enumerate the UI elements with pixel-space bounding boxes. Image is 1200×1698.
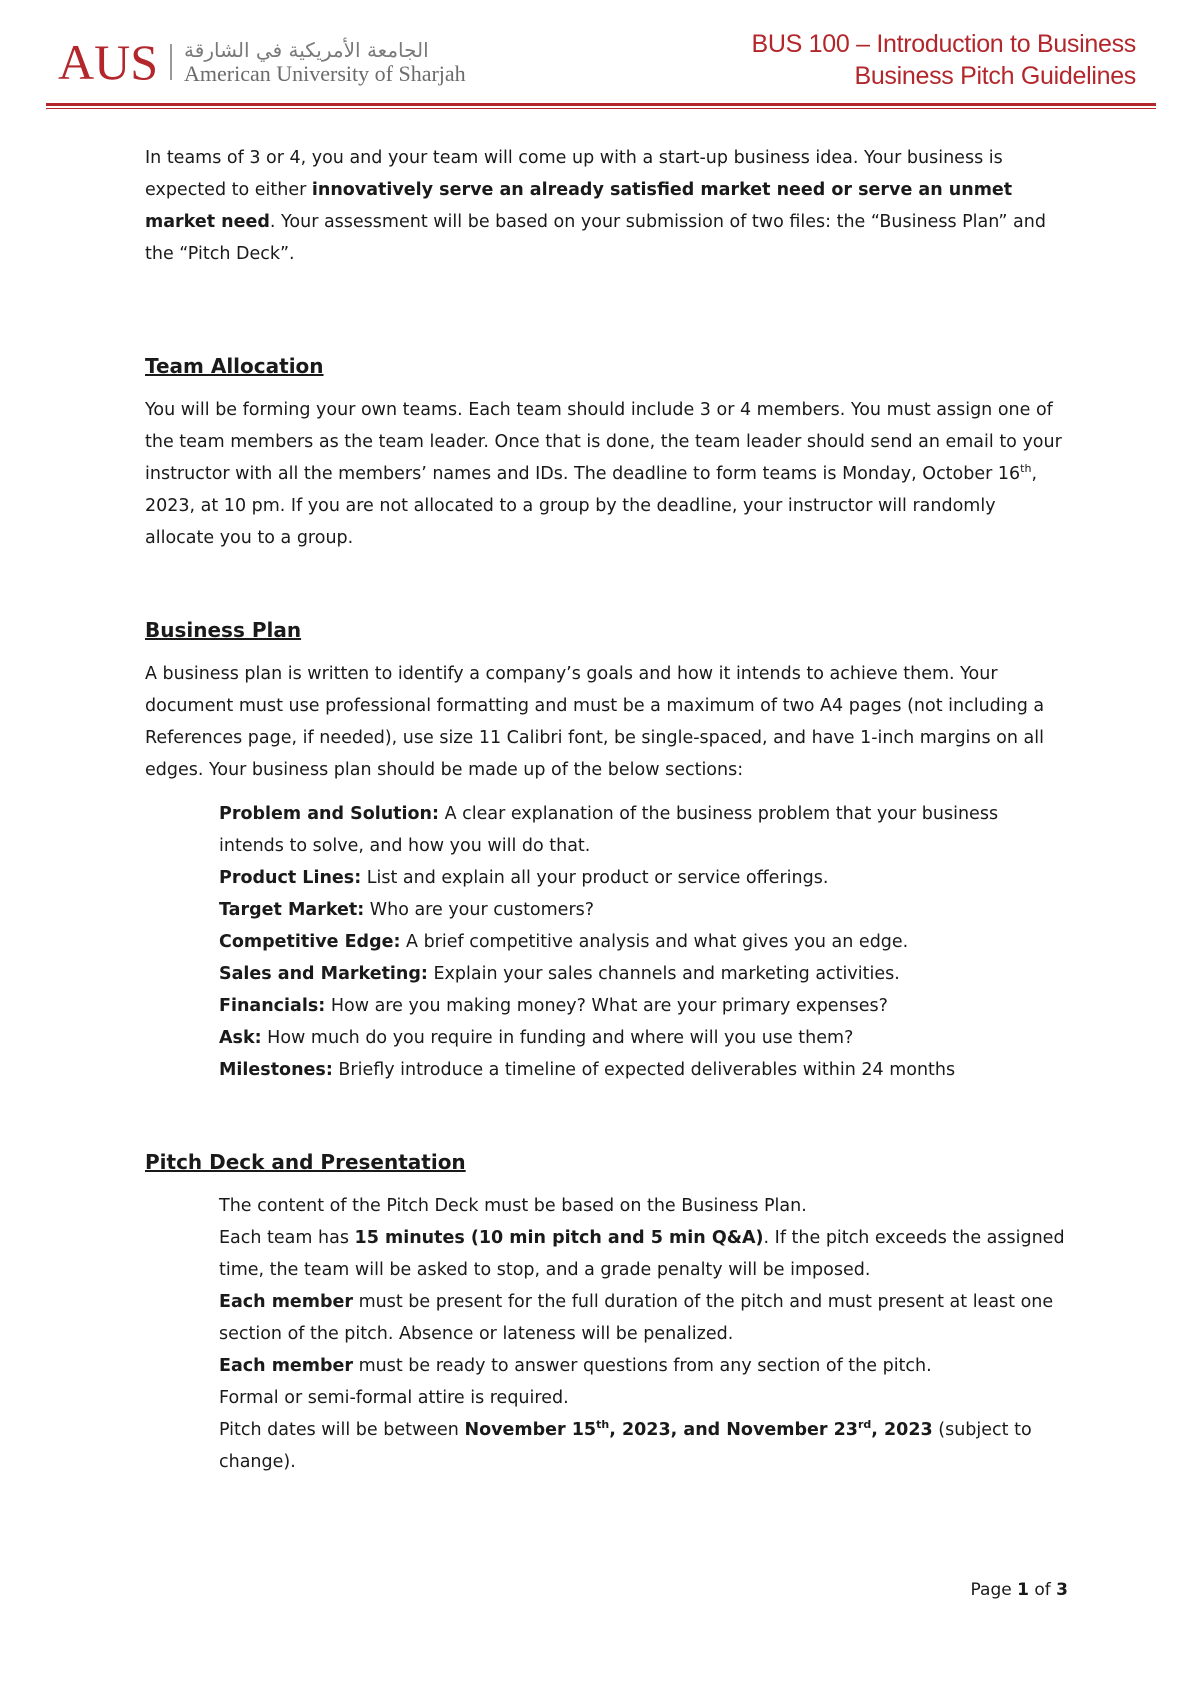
intro-text-end: . Your assessment will be based on your submission of two files: the “Business Plan” and the “Pitch Deck”. bbox=[145, 212, 1046, 264]
item-text: List and explain all your product or service offerings. bbox=[361, 868, 829, 888]
of-word: of bbox=[1034, 1580, 1051, 1600]
logo-text bbox=[184, 38, 466, 86]
item-label: Financials: bbox=[219, 996, 326, 1016]
item-text: Briefly introduce a timeline of expected deliverables within 24 months bbox=[332, 1060, 956, 1080]
superscript: th bbox=[1020, 462, 1032, 475]
team-allocation-paragraph bbox=[145, 394, 1065, 554]
list-item bbox=[219, 1286, 1065, 1350]
item-emphasis: Each member bbox=[219, 1292, 354, 1312]
section-title-pitch-deck: Pitch Deck and Presentation bbox=[145, 1150, 466, 1174]
aus-logo bbox=[58, 36, 466, 88]
item-text: . If the pitch exceeds the assigned time, the team will be asked to stop, and a grade penalty will be imposed. bbox=[219, 1228, 1065, 1280]
date-year: , 2023 bbox=[871, 1420, 933, 1440]
team-allocation-text-end: , 2023, at 10 pm. If you are not allocated to a group by the deadline, your instructor will randomly allocate you to a group. bbox=[145, 464, 1038, 548]
item-text: Explain your sales channels and marketing activities. bbox=[427, 964, 900, 984]
list-item bbox=[219, 990, 1065, 1022]
item-label: Problem and Solution: bbox=[219, 804, 440, 824]
logo-english-name: American University of Sharjah bbox=[184, 61, 466, 86]
intro-emphasis: innovatively serve an already satisfied market need or serve an unmet market need bbox=[145, 180, 1013, 232]
item-emphasis: Each member bbox=[219, 1356, 354, 1376]
document-body bbox=[145, 142, 1065, 1478]
team-allocation-text: You will be forming your own teams. Each team should include 3 or 4 members. You must assign one of the team members as the team leader. Once that is done, the team leader should send an email to your instructor with all the members’ names and IDs. The deadline to form teams is Monday, October 16 bbox=[145, 400, 1062, 484]
superscript: th bbox=[596, 1418, 610, 1431]
list-item: The content of the Pitch Deck must be based on the Business Plan. bbox=[219, 1196, 807, 1216]
page-number bbox=[971, 1580, 1068, 1600]
item-emphasis bbox=[464, 1420, 932, 1440]
item-label: Ask: bbox=[219, 1028, 262, 1048]
course-title bbox=[752, 28, 1136, 92]
list-item bbox=[219, 1222, 1065, 1286]
item-text: Each team has bbox=[219, 1228, 355, 1248]
item-text: A brief competitive analysis and what gives you an edge. bbox=[400, 932, 909, 952]
business-plan-sections bbox=[145, 798, 1065, 1086]
logo-arabic-name: الجامعة الأمريكية في الشارقة bbox=[184, 38, 429, 62]
header-rule bbox=[46, 103, 1156, 106]
item-label: Target Market: bbox=[219, 900, 365, 920]
item-label: Milestones: bbox=[219, 1060, 333, 1080]
intro-text: In teams of 3 or 4, you and your team will come up with a start-up business idea. Your business is expected to either bbox=[145, 148, 1003, 200]
item-text: (subject to change). bbox=[219, 1420, 1032, 1472]
page-word: Page bbox=[970, 1580, 1012, 1600]
item-label: Sales and Marketing: bbox=[219, 964, 428, 984]
item-label: Competitive Edge: bbox=[219, 932, 401, 952]
list-item bbox=[219, 862, 1065, 894]
item-emphasis: 15 minutes (10 min pitch and 5 min Q&A) bbox=[354, 1228, 764, 1248]
item-text: must be present for the full duration of the pitch and must present at least one section of the pitch. Absence or lateness will be penalized. bbox=[219, 1292, 1054, 1344]
business-plan-intro: A business plan is written to identify a company’s goals and how it intends to achieve them. Your document must use professional formatting and must be a maximum of two A4 pages (not including a References page, if needed), use size 11 Calibri font, be single-spaced, and have 1-inch margins on all edges. Your business plan should be made up of the below sections: bbox=[145, 664, 1045, 780]
date-start: November 15 bbox=[464, 1420, 597, 1440]
item-text: How are you making money? What are your primary expenses? bbox=[325, 996, 888, 1016]
superscript: rd bbox=[857, 1418, 872, 1431]
logo-divider bbox=[170, 44, 172, 80]
intro-paragraph bbox=[145, 142, 1065, 270]
section-title-business-plan: Business Plan bbox=[145, 618, 302, 642]
list-item bbox=[219, 798, 1065, 862]
page-current: 1 bbox=[1017, 1580, 1029, 1600]
item-text: A clear explanation of the business problem that your business intends to solve, and how you will do that. bbox=[219, 804, 999, 856]
list-item: Formal or semi-formal attire is required. bbox=[219, 1388, 569, 1408]
item-text: Pitch dates will be between bbox=[219, 1420, 465, 1440]
page-total: 3 bbox=[1056, 1580, 1068, 1600]
document-header bbox=[0, 0, 1200, 112]
pitch-deck-items bbox=[145, 1190, 1065, 1478]
course-name: BUS 100 – Introduction to Business bbox=[751, 30, 1136, 58]
document-title: Business Pitch Guidelines bbox=[854, 62, 1136, 90]
list-item bbox=[219, 894, 1065, 926]
date-end: , 2023, and November 23 bbox=[609, 1420, 858, 1440]
item-text: How much do you require in funding and where will you use them? bbox=[261, 1028, 854, 1048]
list-item bbox=[219, 1414, 1065, 1478]
list-item bbox=[219, 1054, 1065, 1086]
list-item bbox=[219, 1350, 1065, 1382]
list-item bbox=[219, 958, 1065, 990]
section-title-team-allocation: Team Allocation bbox=[145, 354, 324, 378]
header-rule-thin bbox=[46, 108, 1156, 109]
item-label: Product Lines: bbox=[219, 868, 362, 888]
list-item bbox=[219, 1022, 1065, 1054]
item-text: must be ready to answer questions from any section of the pitch. bbox=[353, 1356, 932, 1376]
item-text: Who are your customers? bbox=[364, 900, 595, 920]
list-item bbox=[219, 926, 1065, 958]
logo-mark: AUS bbox=[58, 34, 159, 90]
